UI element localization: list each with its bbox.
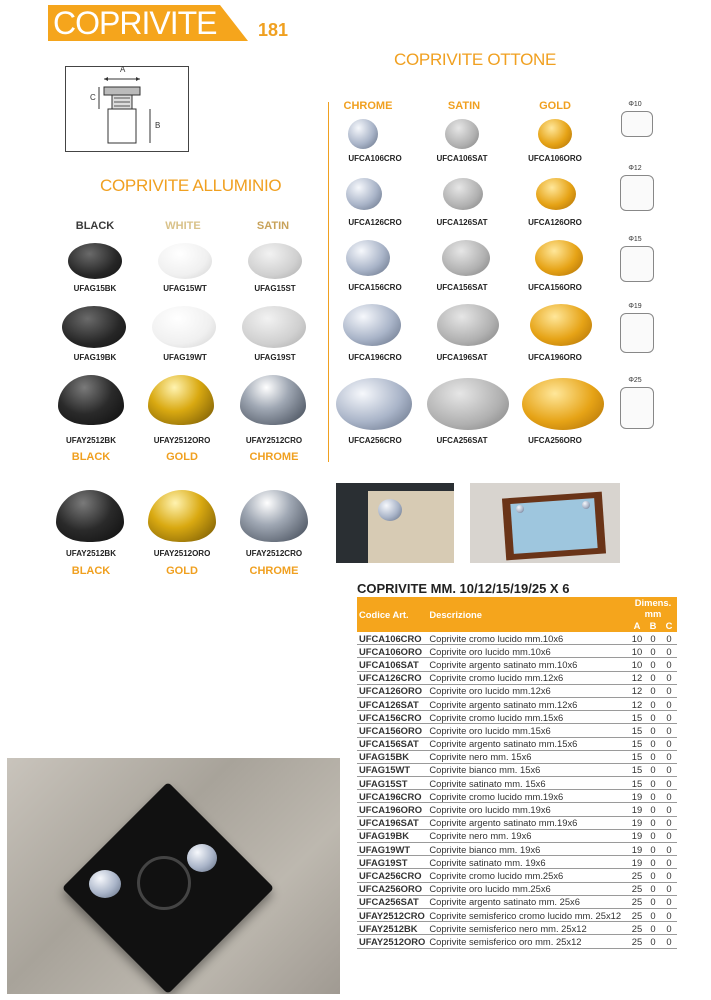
- dome-cap-image: [56, 490, 124, 542]
- cap-image: [62, 306, 126, 348]
- cell-code: UFCA126CRO: [357, 671, 427, 684]
- cell-dim-c: 0: [661, 790, 677, 803]
- column-header-code: Codice Art.: [357, 597, 427, 632]
- product-code: UFCA126CRO: [348, 218, 402, 227]
- cell-dim-c: 0: [661, 684, 677, 697]
- cell-dim-a: 15: [629, 724, 645, 737]
- table-row: [357, 711, 677, 724]
- cell-description: Coprivite nero mm. 19x6: [427, 829, 629, 842]
- dimension-diagram-svg: [66, 67, 188, 151]
- cell-description: Coprivite cromo lucido mm.15x6: [427, 711, 629, 724]
- product-code: UFCA156SAT: [436, 283, 488, 292]
- dimension-diagram: [65, 66, 189, 152]
- product-code: UFCA196SAT: [436, 353, 488, 362]
- cell-dim-c: 0: [661, 935, 677, 948]
- product-code: UFCA106CRO: [348, 154, 402, 163]
- spacer-icon: [620, 387, 654, 429]
- photo-cap-detail: [336, 483, 454, 563]
- product-code: UFAY2512ORO: [153, 549, 211, 558]
- cell-dim-a: 25: [629, 922, 645, 935]
- cell-dim-a: 15: [629, 763, 645, 776]
- page-title: COPRIVITE: [53, 5, 217, 41]
- finish-label: BLACK: [71, 451, 111, 463]
- cap-image: [536, 178, 576, 210]
- cell-dim-c: 0: [661, 750, 677, 763]
- cap-image: [187, 844, 217, 872]
- cell-dim-c: 0: [661, 816, 677, 829]
- cell-description: Coprivite cromo lucido mm.19x6: [427, 790, 629, 803]
- cap-image: [530, 304, 592, 346]
- product-code: UFAG15WT: [163, 284, 207, 293]
- cell-description: Coprivite bianco mm. 19x6: [427, 843, 629, 856]
- cell-dim-b: 0: [645, 856, 661, 869]
- table-row: [357, 869, 677, 882]
- product-code: UFCA126SAT: [436, 218, 488, 227]
- product-code: UFAG15ST: [254, 284, 296, 293]
- cell-dim-c: 0: [661, 658, 677, 671]
- table-row: [357, 843, 677, 856]
- dome-cap-image: [240, 490, 308, 542]
- cell-dim-b: 0: [645, 697, 661, 710]
- table-row: [357, 935, 677, 948]
- cell-code: UFAG15ST: [357, 777, 427, 790]
- cell-description: Coprivite oro lucido mm.19x6: [427, 803, 629, 816]
- cell-description: Coprivite argento satinato mm.19x6: [427, 816, 629, 829]
- cell-description: Coprivite semisferico cromo lucido mm. 25x12: [427, 908, 629, 921]
- alluminio-col-white: WHITE: [165, 220, 201, 232]
- diameter-label: Φ15: [628, 236, 642, 243]
- cell-description: Coprivite cromo lucido mm.10x6: [427, 632, 629, 645]
- table-row: [357, 922, 677, 935]
- product-table: [357, 597, 677, 949]
- cell-dim-b: 0: [645, 829, 661, 842]
- table-title: COPRIVITE MM. 10/12/15/19/25 X 6: [357, 581, 570, 596]
- cell-dim-b: 0: [645, 777, 661, 790]
- cell-description: Coprivite oro lucido mm.25x6: [427, 882, 629, 895]
- cell-dim-c: 0: [661, 856, 677, 869]
- product-code: UFAG15BK: [73, 284, 117, 293]
- cell-dim-b: 0: [645, 922, 661, 935]
- cell-dim-b: 0: [645, 869, 661, 882]
- cap-image: [89, 870, 121, 898]
- cell-code: UFCA256CRO: [357, 869, 427, 882]
- cell-description: Coprivite argento satinato mm.12x6: [427, 697, 629, 710]
- diameter-label: Φ12: [628, 165, 642, 172]
- alluminio-title: COPRIVITE ALLUMINIO: [100, 176, 282, 195]
- cell-code: UFCA196ORO: [357, 803, 427, 816]
- cell-description: Coprivite argento satinato mm.10x6: [427, 658, 629, 671]
- cell-description: Coprivite nero mm. 15x6: [427, 750, 629, 763]
- cap-image: [248, 243, 302, 279]
- finish-label: BLACK: [71, 565, 111, 577]
- cap-image: [443, 178, 483, 210]
- product-code: UFCA196ORO: [528, 353, 582, 362]
- product-code: UFCA256SAT: [436, 436, 488, 445]
- cell-dim-a: 12: [629, 697, 645, 710]
- cap-image: [242, 306, 306, 348]
- product-code: UFAG19ST: [254, 353, 296, 362]
- cell-code: UFCA106ORO: [357, 645, 427, 658]
- cell-dim-a: 25: [629, 935, 645, 948]
- cell-dim-a: 19: [629, 790, 645, 803]
- table-row: [357, 750, 677, 763]
- cell-dim-b: 0: [645, 816, 661, 829]
- cell-dim-b: 0: [645, 790, 661, 803]
- cell-dim-a: 19: [629, 856, 645, 869]
- column-header-dimensions: Dimens. mm: [629, 597, 677, 619]
- ottone-title: COPRIVITE OTTONE: [394, 50, 557, 69]
- cell-dim-b: 0: [645, 684, 661, 697]
- cell-code: UFCA156SAT: [357, 737, 427, 750]
- cell-code: UFCA256SAT: [357, 895, 427, 908]
- cell-dim-c: 0: [661, 895, 677, 908]
- product-code: UFCA256CRO: [348, 436, 402, 445]
- photo-sign-wall: [470, 483, 620, 563]
- spacer-icon: [620, 175, 654, 211]
- cell-dim-c: 0: [661, 803, 677, 816]
- cell-code: UFAY2512CRO: [357, 908, 427, 921]
- cell-dim-b: 0: [645, 671, 661, 684]
- cell-code: UFAY2512BK: [357, 922, 427, 935]
- cell-dim-a: 25: [629, 869, 645, 882]
- cell-code: UFCA126ORO: [357, 684, 427, 697]
- cell-dim-b: 0: [645, 935, 661, 948]
- table-row: [357, 790, 677, 803]
- product-code: UFAY2512CRO: [245, 549, 303, 558]
- cell-dim-b: 0: [645, 843, 661, 856]
- dome-cap-image: [148, 375, 214, 425]
- cell-code: UFCA196CRO: [357, 790, 427, 803]
- cap-image: [346, 240, 390, 276]
- cell-description: Coprivite cromo lucido mm.12x6: [427, 671, 629, 684]
- table-row: [357, 895, 677, 908]
- cell-dim-a: 10: [629, 632, 645, 645]
- product-code: UFAY2512CRO: [245, 436, 303, 445]
- cell-code: UFCA106CRO: [357, 632, 427, 645]
- table-row: [357, 882, 677, 895]
- cell-description: Coprivite oro lucido mm.15x6: [427, 724, 629, 737]
- table-row: [357, 684, 677, 697]
- product-code: UFCA156ORO: [528, 283, 582, 292]
- table-row: [357, 671, 677, 684]
- cell-dim-a: 25: [629, 895, 645, 908]
- cell-dim-a: 12: [629, 671, 645, 684]
- photo-no-smoking-sign: [7, 758, 340, 994]
- cell-dim-b: 0: [645, 711, 661, 724]
- table-row: [357, 856, 677, 869]
- table-row: [357, 724, 677, 737]
- cell-dim-a: 15: [629, 711, 645, 724]
- finish-label: CHROME: [249, 565, 299, 577]
- column-header-a: A: [629, 619, 645, 632]
- dimension-label-c: C: [90, 93, 96, 102]
- cell-dim-a: 19: [629, 803, 645, 816]
- cell-code: UFCA256ORO: [357, 882, 427, 895]
- cell-code: UFAG19ST: [357, 856, 427, 869]
- ottone-col-gold: GOLD: [539, 100, 571, 112]
- table-row: [357, 777, 677, 790]
- product-code: UFAG19WT: [163, 353, 207, 362]
- cap-image: [158, 243, 212, 279]
- column-header-b: B: [645, 619, 661, 632]
- product-code: UFAY2512BK: [66, 549, 116, 558]
- cap-image: [348, 119, 378, 149]
- cell-dim-a: 19: [629, 843, 645, 856]
- ottone-col-satin: SATIN: [447, 100, 481, 112]
- table-row: [357, 829, 677, 842]
- table-row: [357, 803, 677, 816]
- spacer-icon: [620, 246, 654, 282]
- cell-code: UFAG19BK: [357, 829, 427, 842]
- product-code: UFCA106ORO: [528, 154, 582, 163]
- cap-image: [437, 304, 499, 346]
- cell-dim-b: 0: [645, 763, 661, 776]
- cell-code: UFCA196SAT: [357, 816, 427, 829]
- table-row: [357, 645, 677, 658]
- table-row: [357, 658, 677, 671]
- cap-image: [68, 243, 122, 279]
- cell-dim-a: 25: [629, 908, 645, 921]
- table-row: [357, 737, 677, 750]
- diameter-label: Φ10: [628, 101, 642, 108]
- cell-dim-c: 0: [661, 645, 677, 658]
- alluminio-col-satin: SATIN: [256, 220, 290, 232]
- cell-dim-c: 0: [661, 908, 677, 921]
- cell-code: UFAG15BK: [357, 750, 427, 763]
- cell-description: Coprivite cromo lucido mm.25x6: [427, 869, 629, 882]
- cell-dim-c: 0: [661, 711, 677, 724]
- cell-description: Coprivite satinato mm. 19x6: [427, 856, 629, 869]
- cell-dim-a: 12: [629, 684, 645, 697]
- cap-image: [535, 240, 583, 276]
- cap-image: [445, 119, 479, 149]
- ottone-col-chrome: CHROME: [343, 100, 393, 112]
- cell-code: UFAG15WT: [357, 763, 427, 776]
- cell-dim-c: 0: [661, 843, 677, 856]
- spacer-icon: [621, 111, 653, 137]
- finish-label: GOLD: [166, 565, 198, 577]
- finish-label: GOLD: [166, 451, 198, 463]
- table-row: [357, 816, 677, 829]
- page-number: 181: [258, 20, 289, 40]
- cell-dim-b: 0: [645, 803, 661, 816]
- table-row: [357, 763, 677, 776]
- cell-dim-a: 15: [629, 737, 645, 750]
- column-header-c: C: [661, 619, 677, 632]
- cell-dim-b: 0: [645, 882, 661, 895]
- product-code: UFCA196CRO: [348, 353, 402, 362]
- product-code: UFCA256ORO: [528, 436, 582, 445]
- cell-code: UFCA156ORO: [357, 724, 427, 737]
- cell-dim-b: 0: [645, 895, 661, 908]
- cap-image: [343, 304, 401, 346]
- cap-image: [336, 378, 412, 430]
- cell-dim-a: 19: [629, 829, 645, 842]
- cap-image: [427, 378, 509, 430]
- table-row: [357, 908, 677, 921]
- finish-label: CHROME: [249, 451, 299, 463]
- diameter-label: Φ19: [628, 303, 642, 310]
- cell-code: UFCA156CRO: [357, 711, 427, 724]
- cell-description: Coprivite argento satinato mm.15x6: [427, 737, 629, 750]
- product-code: UFAY2512ORO: [153, 436, 211, 445]
- cell-dim-b: 0: [645, 645, 661, 658]
- dome-cap-image: [148, 490, 216, 542]
- table-row: [357, 697, 677, 710]
- cell-dim-b: 0: [645, 632, 661, 645]
- cell-dim-a: 10: [629, 645, 645, 658]
- cap-image: [152, 306, 216, 348]
- cell-description: Coprivite satinato mm. 15x6: [427, 777, 629, 790]
- cell-dim-a: 10: [629, 658, 645, 671]
- cell-dim-b: 0: [645, 737, 661, 750]
- cell-code: UFAG19WT: [357, 843, 427, 856]
- cell-dim-c: 0: [661, 922, 677, 935]
- cell-dim-c: 0: [661, 737, 677, 750]
- cell-dim-b: 0: [645, 724, 661, 737]
- cell-dim-a: 19: [629, 816, 645, 829]
- cell-dim-b: 0: [645, 908, 661, 921]
- cell-description: Coprivite argento satinato mm. 25x6: [427, 895, 629, 908]
- dimension-label-b: B: [155, 121, 161, 130]
- dimension-label-a: A: [120, 65, 126, 74]
- cell-description: Coprivite bianco mm. 15x6: [427, 763, 629, 776]
- cell-description: Coprivite semisferico oro mm. 25x12: [427, 935, 629, 948]
- cell-dim-b: 0: [645, 750, 661, 763]
- cell-description: Coprivite oro lucido mm.10x6: [427, 645, 629, 658]
- cell-code: UFCA106SAT: [357, 658, 427, 671]
- product-code: UFAY2512BK: [66, 436, 116, 445]
- cell-description: Coprivite oro lucido mm.12x6: [427, 684, 629, 697]
- cell-dim-a: 25: [629, 882, 645, 895]
- cell-dim-c: 0: [661, 724, 677, 737]
- product-code: UFCA126ORO: [528, 218, 582, 227]
- cell-code: UFAY2512ORO: [359, 935, 426, 947]
- cell-dim-c: 0: [661, 777, 677, 790]
- cell-description: Coprivite semisferico nero mm. 25x12: [427, 922, 629, 935]
- dome-cap-image: [240, 375, 306, 425]
- cell-dim-c: 0: [661, 697, 677, 710]
- product-code: UFCA106SAT: [436, 154, 488, 163]
- dome-cap-image: [58, 375, 124, 425]
- cell-dim-a: 15: [629, 750, 645, 763]
- product-code: UFCA156CRO: [348, 283, 402, 292]
- cell-dim-c: 0: [661, 763, 677, 776]
- cell-dim-b: 0: [645, 658, 661, 671]
- cell-dim-c: 0: [661, 671, 677, 684]
- column-header-description: Descrizione: [427, 597, 629, 632]
- cap-image: [538, 119, 572, 149]
- product-code: UFAG19BK: [73, 353, 117, 362]
- cap-image: [442, 240, 490, 276]
- cell-dim-c: 0: [661, 829, 677, 842]
- table-row: [357, 632, 677, 645]
- cell-dim-a: 15: [629, 777, 645, 790]
- cap-image: [346, 178, 382, 210]
- cell-dim-c: 0: [661, 882, 677, 895]
- spacer-icon: [620, 313, 654, 353]
- cell-dim-c: 0: [661, 869, 677, 882]
- cap-image: [522, 378, 604, 430]
- cell-code: UFCA126SAT: [357, 697, 427, 710]
- diameter-label: Φ25: [628, 377, 642, 384]
- cell-dim-c: 0: [661, 632, 677, 645]
- alluminio-col-black: BLACK: [75, 220, 115, 232]
